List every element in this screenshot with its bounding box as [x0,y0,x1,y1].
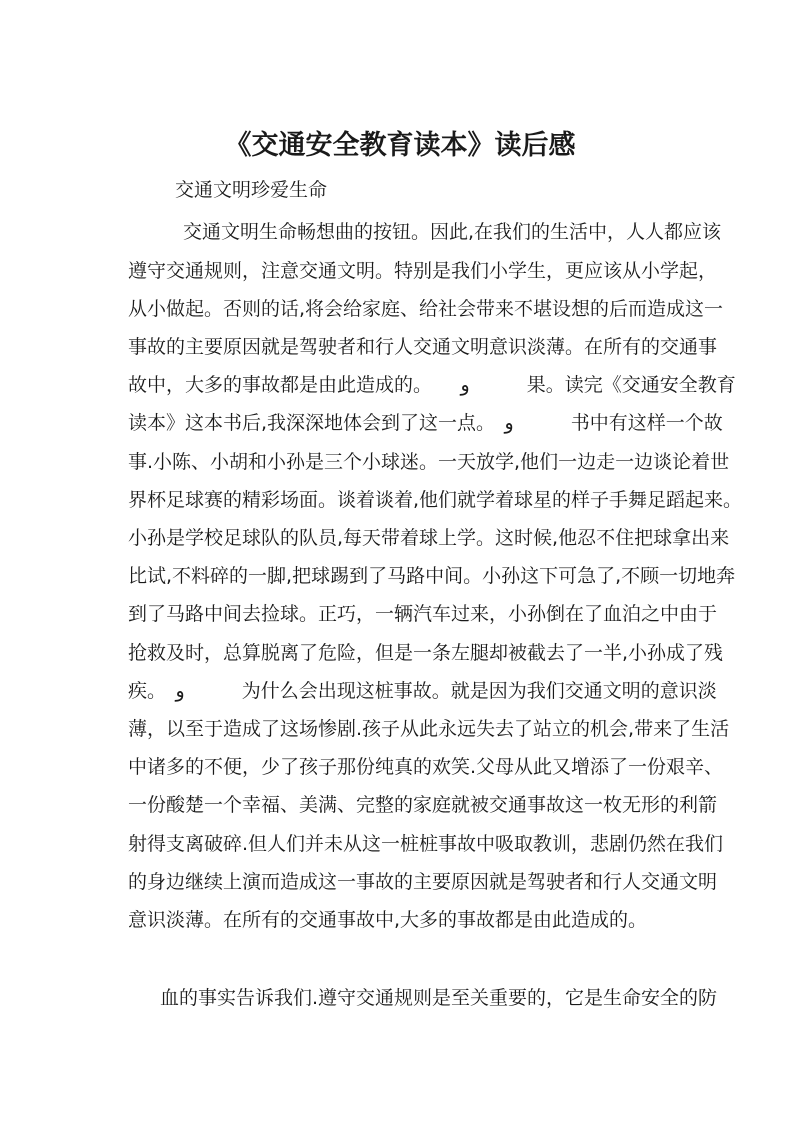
paragraph-line: 抢救及时，总算脱离了危险，但是一条左腿却被截去了一半,小孙成了残 [128,642,724,664]
paragraph-line: 事.小陈、小胡和小孙是三个小球迷。一天放学,他们一边走一边谈论着世 [128,451,730,473]
paragraph-line: 中诸多的不便，少了孩子那份纯真的欢笑.父母从此又增添了一份艰辛、 [128,756,724,778]
paragraph-line: 一份酸楚一个幸福、美满、完整的家庭就被交通事故这一枚无形的利箭 [128,794,718,816]
paragraph-line: 小孙是学校足球队的队员,每天带着球上学。这时候,他忍不住把球拿出来 [128,527,730,549]
page-subtitle: 交通文明珍爱生命 [175,179,328,201]
paragraph-line: 到了马路中间去捡球。正巧，一辆汽车过来，小孙倒在了血泊之中由于 [128,603,718,625]
paragraph-line: 疾。 ﻭ 为什么会出现这桩事故。就是因为我们交通文明的意识淡 [128,680,717,702]
paragraph-line: 比试,不料碎的一脚,把球踢到了马路中间。小孙这下可急了,不顾一切地奔 [128,565,736,587]
paragraph-line: 事故的主要原因就是驾驶者和行人交通文明意识淡薄。在所有的交通事 [128,336,718,358]
paragraph-line: 交通文明生命畅想曲的按钮。因此,在我们的生活中，人人都应该 [183,221,722,243]
paragraph-line: 薄，以至于造成了这场惨剧.孩子从此永远失去了站立的机会,带来了生活 [128,718,730,740]
paragraph-line: 血的事实告诉我们.遵守交通规则是至关重要的，它是生命安全的防 [160,987,718,1009]
page-title: 《交通安全教育读本》读后感 [224,130,576,161]
paragraph-line: 从小做起。否则的话,将会给家庭、给社会带来不堪设想的后而造成这一 [128,298,724,320]
paragraph-line: 故中，大多的事故都是由此造成的。 و 果。读完《交通安全教育 [128,374,736,396]
paragraph-line: 意识淡薄。在所有的交通事故中,大多的事故都是由此造成的。 [128,909,648,931]
paragraph-line: 遵守交通规则，注意交通文明。特别是我们小学生，更应该从小学起， [128,260,718,282]
paragraph-line: 读本》这本书后,我深深地体会到了这一点。 ﻭ 书中有这样一个故 [128,412,723,434]
paragraph-line: 界杯足球赛的精彩场面。谈着谈着,他们就学着球星的样子手舞足蹈起来。 [128,489,743,511]
paragraph-line: 射得支离破碎.但人们并未从这一桩桩事故中吸取教训，悲剧仍然在我们 [128,833,724,855]
paragraph-line: 的身边继续上演而造成这一事故的主要原因就是驾驶者和行人交通文明 [128,871,718,893]
